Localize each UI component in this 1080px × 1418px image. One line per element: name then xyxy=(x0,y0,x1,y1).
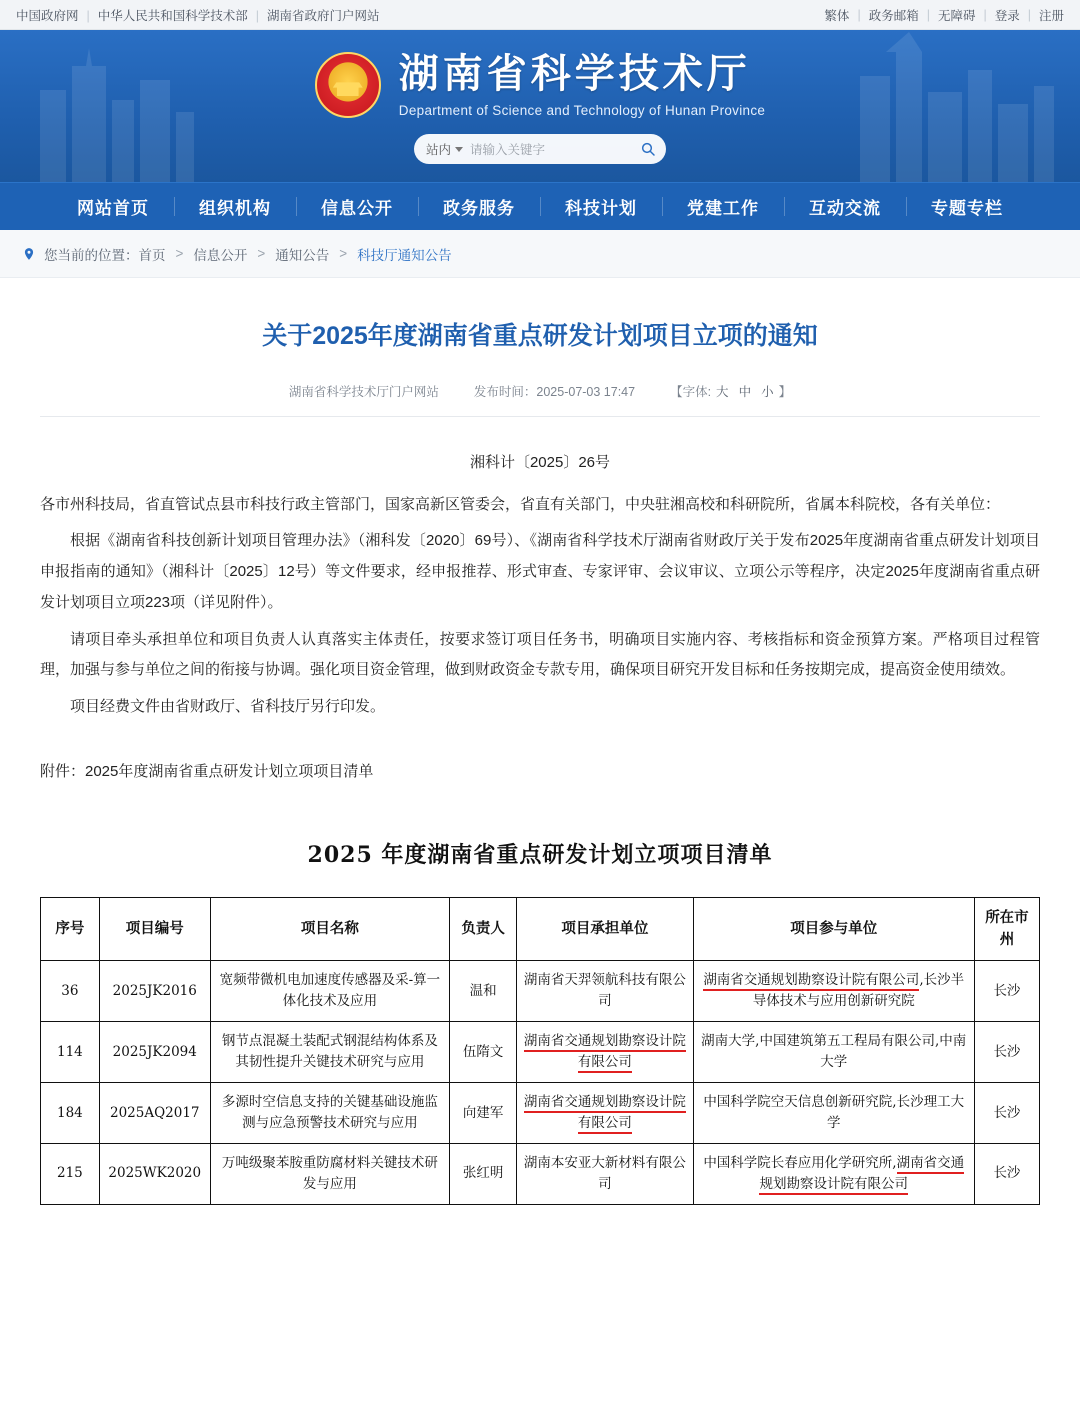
site-logo-row xyxy=(315,52,765,118)
top-link-most[interactable]: 中华人民共和国科学技术部 xyxy=(97,8,248,23)
font-size-large[interactable]: 大 xyxy=(716,384,729,399)
table-row xyxy=(41,1083,1040,1144)
chevron-down-icon[interactable] xyxy=(455,147,463,152)
national-emblem-icon xyxy=(315,52,381,118)
cell-leader: 张红明 xyxy=(450,1143,517,1204)
cell-participants xyxy=(693,1143,974,1204)
site-title-cn: 湖南省科学技术厅 xyxy=(398,52,751,96)
publish-time-label: 发布时间： xyxy=(473,384,537,399)
cell-participants: 中国科学院空天信息创新研究院,长沙理工大学 xyxy=(693,1083,974,1144)
location-pin-icon xyxy=(22,247,36,261)
nav-item-tech-programs[interactable]: 科技计划 xyxy=(540,183,662,230)
main-navigation xyxy=(0,182,1080,230)
site-search[interactable] xyxy=(414,134,666,164)
cell-host-unit xyxy=(517,1022,693,1083)
cell-code: 2025WK2020 xyxy=(99,1143,210,1204)
nav-item-interaction[interactable]: 互动交流 xyxy=(784,183,906,230)
font-size-label: 【字体: xyxy=(670,384,712,399)
cell-code: 2025AQ2017 xyxy=(99,1083,210,1144)
search-input[interactable]: 请输入关键字 xyxy=(470,143,546,157)
top-link-mail[interactable]: 政务邮箱 xyxy=(868,8,919,23)
font-size-close: 】 xyxy=(778,384,792,399)
cell-city: 长沙 xyxy=(974,961,1039,1022)
cell-no: 114 xyxy=(41,1022,100,1083)
top-link-register[interactable]: 注册 xyxy=(1038,8,1064,23)
cell-no: 184 xyxy=(41,1083,100,1144)
cell-name: 多源时空信息支持的关键基础设施监测与应急预警技术研究与应用 xyxy=(210,1083,449,1144)
search-icon[interactable] xyxy=(640,141,656,157)
divider: | xyxy=(86,8,90,23)
cell-participants xyxy=(693,961,974,1022)
page-title: 关于2025年度湖南省重点研发计划项目立项的通知 xyxy=(262,322,818,350)
column-header-leader: 负责人 xyxy=(450,897,517,961)
breadcrumb-item-disclosure[interactable]: 信息公开 xyxy=(193,247,248,263)
article-paragraph-2: 请项目牵头承担单位和项目负责人认真落实主体责任，按要求签订项目任务书，明确项目实施内容、考核指标和资金预算方案。严格项目过程管理，加强与参与单位之间的衔接与协调。强化项目资金管理，做到财政资金专款专用，确保项目研究开发目标和任务按期完成，提高资金使用绩效。 xyxy=(40,630,1040,679)
font-size-small[interactable]: 小 xyxy=(761,384,774,399)
site-titles xyxy=(399,52,765,118)
breadcrumb-separator: > xyxy=(175,246,184,261)
cell-no: 36 xyxy=(41,961,100,1022)
publish-time-value: 2025-07-03 17:47 xyxy=(536,384,636,399)
article-paragraph-salutation: 各市州科技局，省直管试点县市科技行政主管部门，国家高新区管委会，省直有关部门，中央驻湘高校和科研院所，省属本科院校，各有关单位： xyxy=(40,495,1001,513)
column-header-no: 序号 xyxy=(41,897,100,961)
cell-city: 长沙 xyxy=(974,1083,1039,1144)
article-container xyxy=(0,278,1080,788)
table-row xyxy=(41,1143,1040,1204)
table-row xyxy=(41,1022,1040,1083)
article-paragraph-1: 根据《湖南省科技创新计划项目管理办法》（湘科发〔2020〕69号）、《湖南省科学技术厅湖南省财政厅关于发布2025年度湖南省重点研发计划项目申报指南的通知》（湘科计〔2025〕12号）等文件要求，经申报推荐、形式审查、专家评审、会议审议、立项公示等程序，决定2025年度湖南省重点研发计划项目立项223项（详见附件）。 xyxy=(40,532,1040,611)
search-scope-label[interactable]: 站内 xyxy=(426,143,452,157)
cell-name: 钢节点混凝土装配式钢混结构体系及其韧性提升关键技术研究与应用 xyxy=(210,1022,449,1083)
cell-host-unit: 湖南本安亚大新材料有限公司 xyxy=(517,1143,693,1204)
article-meta xyxy=(40,382,1040,417)
highlighted-unit: 湖南省交通规划勘察设计院有限公司 xyxy=(524,1033,686,1073)
cell-no: 215 xyxy=(41,1143,100,1204)
nav-item-home[interactable]: 网站首页 xyxy=(77,199,149,218)
cell-participants: 湖南大学,中国建筑第五工程局有限公司,中南大学 xyxy=(693,1022,974,1083)
cell-name: 万吨级聚苯胺重防腐材料关键技术研发与应用 xyxy=(210,1143,449,1204)
breadcrumb-label: 您当前的位置： xyxy=(44,247,139,263)
participants-rest: ,长沙半导体技术与应用创新研究院 xyxy=(752,972,965,1010)
divider: | xyxy=(983,7,987,22)
nav-item-information-disclosure[interactable]: 信息公开 xyxy=(296,183,418,230)
breadcrumb-separator: > xyxy=(339,246,348,261)
column-header-city: 所在市州 xyxy=(974,897,1039,961)
breadcrumb-separator: > xyxy=(257,246,266,261)
breadcrumb-item-current[interactable]: 科技厅通知公告 xyxy=(357,247,452,263)
highlighted-unit: 湖南省交通规划勘察设计院有限公司 xyxy=(703,972,919,991)
project-list-table xyxy=(40,897,1040,1205)
nav-item-special-topics[interactable]: 专题专栏 xyxy=(906,183,1028,230)
cell-code: 2025JK2094 xyxy=(99,1022,210,1083)
top-utility-bar xyxy=(0,0,1080,30)
table-header-row xyxy=(41,897,1040,961)
breadcrumb-item-notices[interactable]: 通知公告 xyxy=(275,247,330,263)
cell-code: 2025JK2016 xyxy=(99,961,210,1022)
nav-item-organization[interactable]: 组织机构 xyxy=(174,183,296,230)
cell-city: 长沙 xyxy=(974,1022,1039,1083)
divider: | xyxy=(857,7,861,22)
site-banner xyxy=(0,30,1080,182)
highlighted-unit: 湖南省交通规划勘察设计院有限公司 xyxy=(524,1094,686,1134)
article-paragraph-3: 项目经费文件由省财政厅、省科技厅另行印发。 xyxy=(70,698,386,715)
column-header-code: 项目编号 xyxy=(99,897,210,961)
document-number: 湘科计〔2025〕26号 xyxy=(469,453,611,471)
top-left-links xyxy=(16,6,380,24)
column-header-host-unit: 项目承担单位 xyxy=(517,897,693,961)
site-title-en: Department of Science and Technology of Hunan Province xyxy=(398,103,766,118)
divider: | xyxy=(255,8,260,23)
highlighted-unit: 湖南省交通规划勘察设计院有限公司 xyxy=(759,1155,964,1195)
cell-city: 长沙 xyxy=(974,1143,1039,1204)
top-link-gov-cn[interactable]: 中国政府网 xyxy=(16,8,79,23)
cell-host-unit: 湖南省天羿领航科技有限公司 xyxy=(517,961,693,1022)
attachment-title: 2025 年度湖南省重点研发计划立项项目清单 xyxy=(307,841,773,868)
breadcrumb xyxy=(0,230,1080,278)
nav-item-government-services[interactable]: 政务服务 xyxy=(418,183,540,230)
attachment-block xyxy=(0,794,1080,1235)
breadcrumb-item-home[interactable]: 首页 xyxy=(138,247,166,263)
top-right-links xyxy=(824,6,1064,24)
article-source: 湖南省科学技术厅门户网站 xyxy=(288,384,439,399)
top-link-accessibility[interactable]: 无障碍 xyxy=(937,8,976,23)
cell-name: 宽频带微机电加速度传感器及采-算一体化技术及应用 xyxy=(210,961,449,1022)
cell-leader: 温和 xyxy=(450,961,517,1022)
column-header-name: 项目名称 xyxy=(210,897,449,961)
attachment-line: 附件：2025年度湖南省重点研发计划立项项目清单 xyxy=(40,762,374,780)
column-header-participants: 项目参与单位 xyxy=(693,897,974,961)
nav-item-party-building[interactable]: 党建工作 xyxy=(662,183,784,230)
divider: | xyxy=(926,7,930,22)
table-row xyxy=(41,961,1040,1022)
top-link-hunan-gov[interactable]: 湖南省政府门户网站 xyxy=(267,8,380,23)
cell-leader: 向建军 xyxy=(450,1083,517,1144)
top-link-login[interactable]: 登录 xyxy=(994,8,1020,23)
cell-host-unit xyxy=(517,1083,693,1144)
top-link-traditional[interactable]: 繁体 xyxy=(824,8,850,23)
participants-prefix: 中国科学院长春应用化学研究所, xyxy=(703,1154,897,1171)
cell-leader: 伍隋文 xyxy=(450,1022,517,1083)
font-size-medium[interactable]: 中 xyxy=(738,384,752,399)
divider: | xyxy=(1027,7,1031,22)
